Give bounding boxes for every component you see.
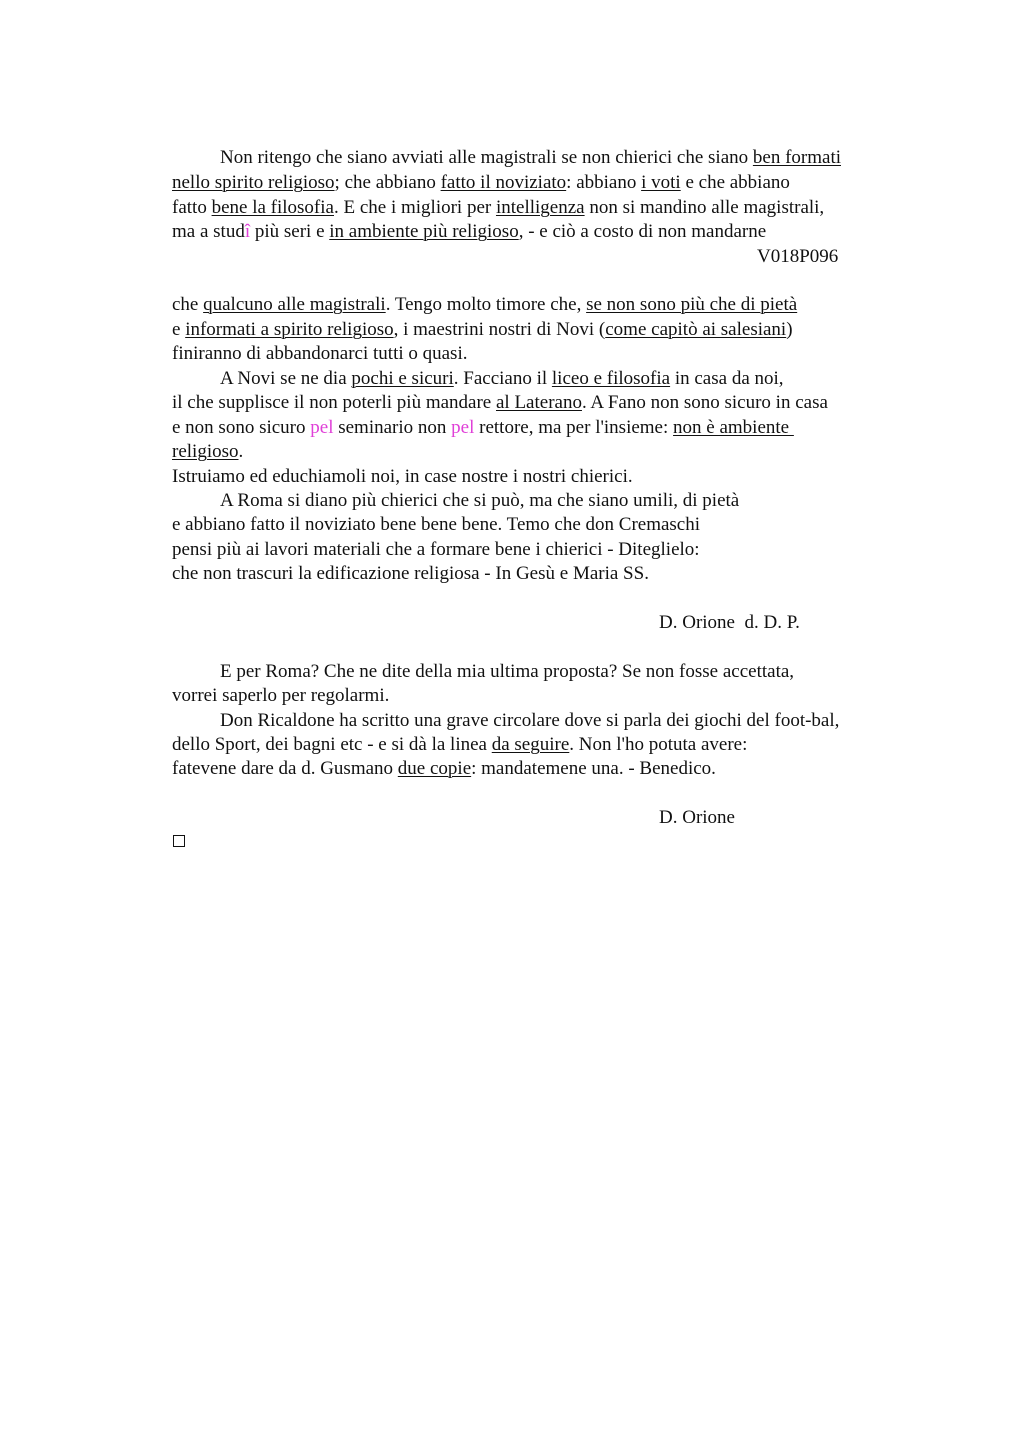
p2-line-4 <box>220 367 784 391</box>
page-code: V018P096 <box>757 246 839 267</box>
text: : abbiano <box>566 172 642 193</box>
text: . E che i migliori per <box>333 197 496 218</box>
p2-line-11: pensi più ai lavori materiali che a formare bene i chierici - Diteglielo: <box>172 539 700 560</box>
p1-line-1 <box>220 146 841 170</box>
p1-line-4 <box>172 220 766 244</box>
text: . Tengo molto timore che, <box>385 294 587 315</box>
text: , - e ciò a costo di non mandarne <box>518 221 767 242</box>
underlined-text: da seguire <box>491 734 570 755</box>
square-box-icon <box>173 835 185 847</box>
ps-line-2: vorrei saperlo per regolarmi. <box>172 685 390 706</box>
text: rettore, ma per l'insieme: <box>474 417 674 438</box>
p2-line-3: finiranno di abbandonarci tutti o quasi. <box>172 343 468 364</box>
text: . A Fano non sono sicuro in casa <box>581 392 828 413</box>
underlined-text: due copie <box>397 758 472 779</box>
text: che <box>172 294 204 315</box>
p2-line-10: e abbiano fatto il noviziato bene bene bene. Temo che don Cremaschi <box>172 514 701 535</box>
p2-line-1 <box>172 293 797 317</box>
text: seminario non <box>333 417 452 438</box>
underlined-text: nello spirito religioso <box>172 172 335 193</box>
p1-line-3 <box>172 196 824 220</box>
text: . <box>238 441 244 462</box>
p2-line-6 <box>172 416 794 440</box>
text: non si mandino alle magistrali, <box>584 197 825 218</box>
underlined-text: in ambiente più religioso <box>329 221 519 242</box>
text: A Novi se ne dia <box>220 368 352 389</box>
text: più seri e <box>250 221 330 242</box>
text: fatto <box>172 197 212 218</box>
text: il che supplisce il non poterli più mandare <box>172 392 496 413</box>
text: . Facciano il <box>453 368 552 389</box>
underlined-text: al Laterano <box>495 392 582 413</box>
text: in casa da noi, <box>670 368 784 389</box>
highlighted-text: î <box>244 221 251 242</box>
text: : mandatemene una. - Benedico. <box>471 758 716 779</box>
text: Non ritengo che siano avviati alle magistrali se non chierici che siano <box>220 147 753 168</box>
text: ma a stud <box>172 221 245 242</box>
highlighted-text: pel <box>310 417 334 438</box>
underlined-text: informati a spirito religioso <box>185 319 394 340</box>
underlined-text: bene la filosofia <box>211 197 334 218</box>
underlined-text: se non sono più che di pietà <box>586 294 798 315</box>
text: ; che abbiano <box>334 172 441 193</box>
underlined-text: i voti <box>641 172 681 193</box>
ps-line-5 <box>172 757 716 781</box>
ps-line-4 <box>172 733 747 757</box>
p2-line-2 <box>172 318 793 342</box>
text: fatevene dare da d. Gusmano <box>172 758 398 779</box>
text: e non sono sicuro <box>172 417 311 438</box>
signature-2: D. Orione <box>659 807 735 828</box>
underlined-text: qualcuno alle magistrali <box>203 294 386 315</box>
underlined-text: religioso <box>172 441 239 462</box>
p2-line-5 <box>172 391 828 415</box>
underlined-text: fatto il noviziato <box>440 172 567 193</box>
text: e che abbiano <box>680 172 790 193</box>
text: dello Sport, dei bagni etc - e si dà la linea <box>172 734 492 755</box>
p2-line-8: Istruiamo ed educhiamoli noi, in case nostre i nostri chierici. <box>172 466 633 487</box>
text: ) <box>786 319 793 340</box>
text: . Non l'ho potuta avere: <box>569 734 748 755</box>
underlined-text: come capitò ai salesiani <box>605 319 787 340</box>
p1-line-2 <box>172 171 790 195</box>
p2-line-7 <box>172 440 243 464</box>
signature-1: D. Orione d. D. P. <box>659 612 800 633</box>
underlined-text: non è ambiente <box>673 417 794 438</box>
text: , i maestrini nostri di Novi ( <box>393 319 606 340</box>
p2-line-12: che non trascuri la edificazione religiosa - In Gesù e Maria SS. <box>172 563 649 584</box>
ps-line-3: Don Ricaldone ha scritto una grave circolare dove si parla dei giochi del foot-bal, <box>220 710 840 731</box>
ps-line-1: E per Roma? Che ne dite della mia ultima proposta? Se non fosse accettata, <box>220 661 795 682</box>
underlined-text: ben formati <box>752 147 841 168</box>
underlined-text: pochi e sicuri <box>351 368 454 389</box>
underlined-text: intelligenza <box>495 197 585 218</box>
underlined-text: liceo e filosofia <box>551 368 671 389</box>
text: e <box>172 319 186 340</box>
highlighted-text: pel <box>451 417 475 438</box>
p2-line-9: A Roma si diano più chierici che si può, ma che siano umili, di pietà <box>220 490 740 511</box>
